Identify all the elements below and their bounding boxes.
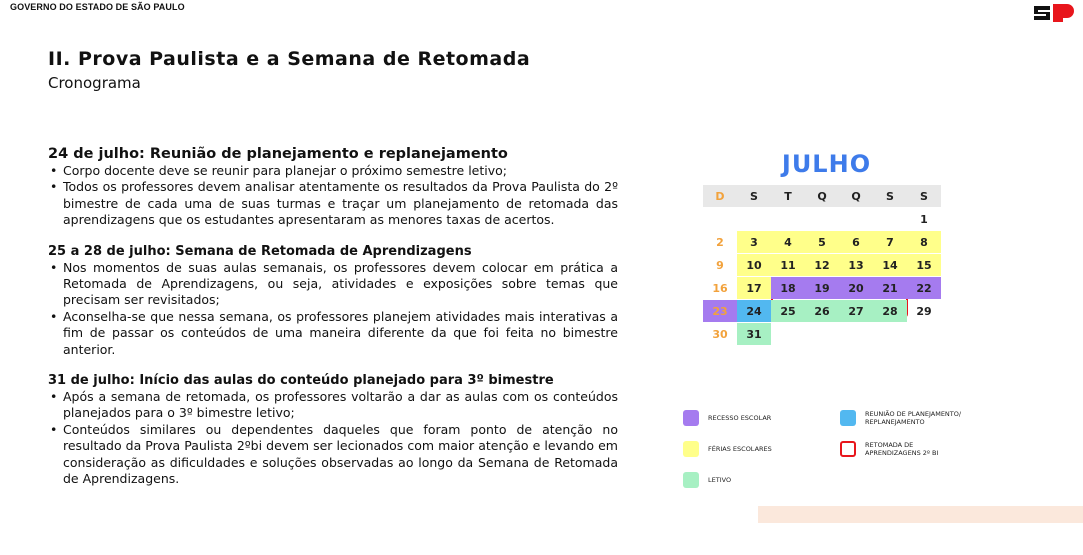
legend-swatch bbox=[840, 441, 856, 457]
bullet-item: • Corpo docente deve se reunir para planejar o próximo semestre letivo; bbox=[48, 163, 618, 179]
section-heading: 24 de julho: Reunião de planejamento e replanejamento bbox=[48, 146, 508, 162]
footer-band bbox=[758, 506, 1083, 523]
calendar-day: 15 bbox=[907, 254, 941, 276]
weekday-header: S bbox=[907, 185, 941, 207]
sp-logo-icon bbox=[1032, 2, 1074, 22]
legend-label: LETIVO bbox=[708, 476, 732, 484]
calendar-day: 1 bbox=[920, 212, 928, 226]
weekday-header: Q bbox=[839, 185, 873, 207]
page-title: II. Prova Paulista e a Semana de Retomada bbox=[48, 48, 531, 70]
calendar-day: 13 bbox=[839, 254, 873, 276]
calendar-day: 2 bbox=[716, 235, 724, 249]
legend-reuniao bbox=[840, 410, 961, 426]
calendar-day: 8 bbox=[907, 231, 941, 253]
calendar-day: 26 bbox=[805, 300, 839, 322]
calendar-day: 22 bbox=[907, 277, 941, 299]
legend-label: RETOMADA DE APRENDIZAGENS 2º BI bbox=[865, 441, 939, 457]
legend-retomada bbox=[840, 441, 938, 457]
legend-ferias bbox=[683, 441, 772, 457]
legend-label: FÉRIAS ESCOLARES bbox=[708, 445, 772, 453]
calendar-day: 24 bbox=[737, 300, 771, 322]
section-heading: 31 de julho: Início das aulas do conteúdo planejado para 3º bimestre bbox=[48, 373, 554, 389]
calendar-day: 25 bbox=[771, 300, 805, 322]
legend-label: REUNIÃO DE PLANEJAMENTO/ REPLANEJAMENTO bbox=[865, 410, 962, 426]
calendar-day: 23 bbox=[703, 300, 737, 322]
calendar-day: 20 bbox=[839, 277, 873, 299]
weekday-header: T bbox=[771, 185, 805, 207]
bullet-item: • Aconselha-se que nessa semana, os professores planejem atividades mais interativas a fim de passar os conteúdos de uma maneira diferente da que foi feita no bimestre anterior. bbox=[48, 309, 618, 358]
bullet-list bbox=[48, 260, 618, 358]
calendar-day: 3 bbox=[737, 231, 771, 253]
legend-letivo bbox=[683, 472, 731, 488]
legend-swatch bbox=[683, 472, 699, 488]
bullet-item: • Após a semana de retomada, os professores voltarão a dar as aulas com os conteúdos planejados para o 3º bimestre letivo; bbox=[48, 389, 618, 422]
calendar-day: 28 bbox=[873, 300, 907, 322]
weekday-header: D bbox=[703, 185, 737, 207]
legend-swatch bbox=[683, 410, 699, 426]
government-label: GOVERNO DO ESTADO DE SÃO PAULO bbox=[10, 2, 185, 12]
calendar-day: 9 bbox=[716, 258, 724, 272]
legend-label: RECESSO ESCOLAR bbox=[708, 414, 772, 422]
bullet-item: • Todos os professores devem analisar atentamente os resultados da Prova Paulista do 2º bimestre de cada uma de suas turmas e traçar um planejamento de retomada das aprendizagens que os estudantes apresentaram as menores taxas de acertos. bbox=[48, 179, 618, 228]
section-retomada bbox=[48, 243, 618, 358]
calendar-month-title: JULHO bbox=[781, 150, 872, 178]
calendar-day: 17 bbox=[737, 277, 771, 299]
section-heading: 25 a 28 de julho: Semana de Retomada de Aprendizagens bbox=[48, 243, 472, 259]
legend-swatch bbox=[840, 410, 856, 426]
weekday-header: S bbox=[737, 185, 771, 207]
section-reuniao bbox=[48, 146, 618, 229]
calendar-day: 5 bbox=[805, 231, 839, 253]
calendar-day: 12 bbox=[805, 254, 839, 276]
calendar-day: 19 bbox=[805, 277, 839, 299]
calendar-day: 6 bbox=[839, 231, 873, 253]
bullet-list bbox=[48, 163, 618, 229]
bullet-item: • Conteúdos similares ou dependentes daqueles que foram ponto de atenção no resultado da Prova Paulista 2ºbi devem ser lecionados com maior atenção e levando em consideração as dificuldades e soluções observadas ao longo da Semana de Retomada de Aprendizagens. bbox=[48, 422, 618, 488]
weekday-header: S bbox=[873, 185, 907, 207]
calendar-day: 29 bbox=[916, 304, 932, 318]
weekday-header: Q bbox=[805, 185, 839, 207]
page-subtitle: Cronograma bbox=[48, 74, 141, 92]
calendar-day: 16 bbox=[712, 281, 728, 295]
calendar-day: 18 bbox=[771, 277, 805, 299]
calendar-day: 14 bbox=[873, 254, 907, 276]
calendar-day: 7 bbox=[873, 231, 907, 253]
calendar-day: 11 bbox=[771, 254, 805, 276]
calendar-legend bbox=[683, 408, 983, 498]
bullet-item: • Nos momentos de suas aulas semanais, os professores devem colocar em prática a Retomada de Aprendizagens, ou seja, atividades e exposições sobre temas que precisam ser revisitados; bbox=[48, 260, 618, 309]
section-inicio-aulas bbox=[48, 372, 618, 487]
calendar-day: 30 bbox=[712, 327, 728, 341]
legend-recesso bbox=[683, 410, 771, 426]
bullet-list bbox=[48, 389, 618, 487]
legend-swatch bbox=[683, 441, 699, 457]
calendar-day: 27 bbox=[839, 300, 873, 322]
calendar-day: 21 bbox=[873, 277, 907, 299]
calendar-day: 31 bbox=[737, 323, 771, 345]
calendar-day: 4 bbox=[771, 231, 805, 253]
schedule-content bbox=[48, 146, 618, 502]
calendar-day: 10 bbox=[737, 254, 771, 276]
